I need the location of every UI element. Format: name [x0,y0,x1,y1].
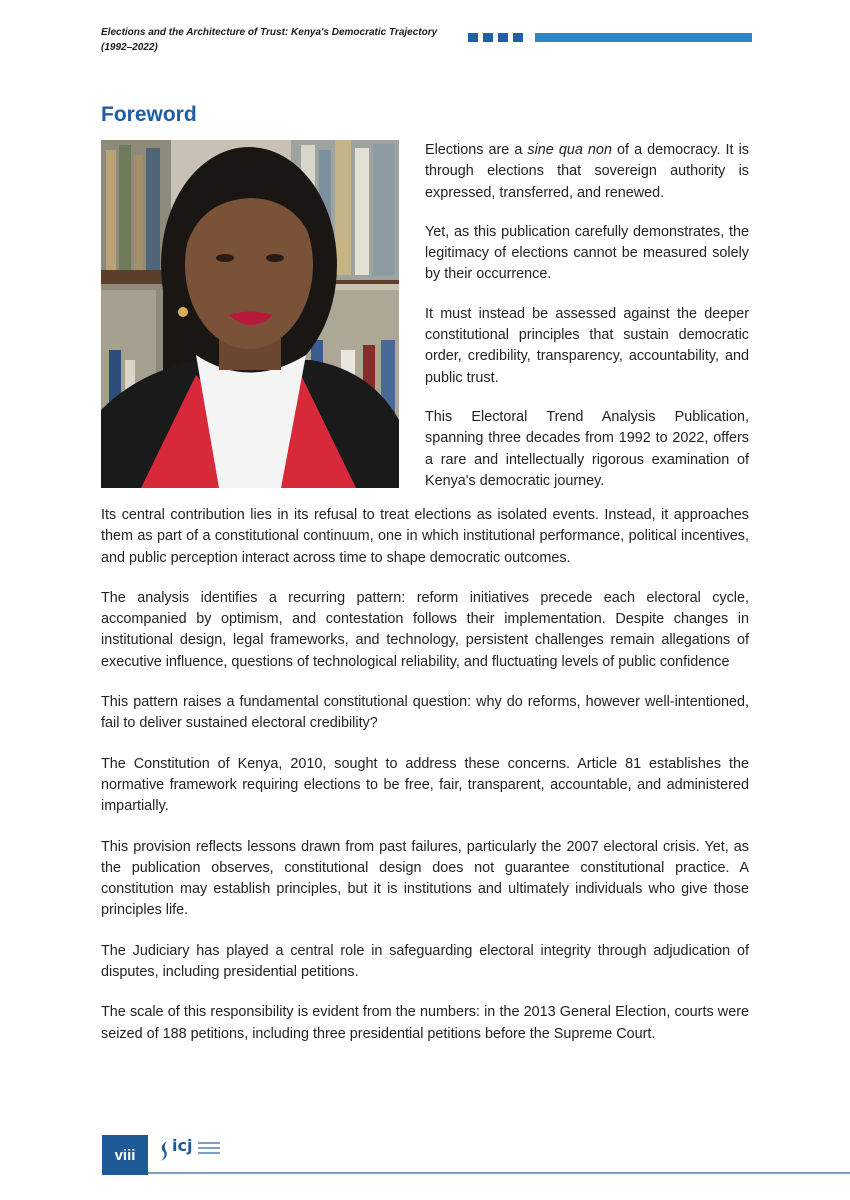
paragraph: Elections are a sine qua non of a democracy. It is through elections that sovereign authority is expressed, transferred, and renewed. [425,142,749,201]
paragraph: It must instead be assessed against the deeper constitutional principles that sustain democratic order, credibility, transparency, accountability, and public trust. [425,305,749,386]
header-bar [535,33,752,42]
footer-rule [148,1172,850,1174]
header-square [483,33,493,42]
paragraph: The Constitution of Kenya, 2010, sought to address these concerns. Article 81 establishes the normative framework requiring elections to be free, fair, transparent, accountable, and administered impartially. [101,755,749,815]
paragraph: This Electoral Trend Analysis Publication, spanning three decades from 1992 to 2022, offers a rare and intellectually rigorous examination of Kenya's democratic journey. [425,408,749,489]
portrait-side-text [425,140,749,510]
page-number: viii [102,1135,148,1175]
icj-logo-lines [198,1142,220,1157]
paragraph: Its central contribution lies in its refusal to treat elections as isolated events. Instead, it approaches them as part of a constitutional continuum, one in which institutional performance, political incentives, and public perception interact across time to shape democratic outcomes. [101,507,749,566]
paragraph: This pattern raises a fundamental constitutional question: why do reforms, however well-intentioned, fail to deliver sustained electoral credibility? [101,694,749,732]
paragraph: The analysis identifies a recurring pattern: reform initiatives precede each electoral cycle, accompanied by optimism, and contestation follows their implementation. Despite changes in institutional design, legal frameworks, and technology, persistent challenges remain allegations of executive influence, questions of technological reliability, and fluctuating levels of public confidence [101,589,749,670]
icj-swirl-icon [157,1140,171,1162]
header-square [468,33,478,42]
header-square [498,33,508,42]
author-portrait [101,140,399,488]
paragraph: The Judiciary has played a central role in safeguarding electoral integrity through adjudication of disputes, including presidential petitions. [101,942,749,981]
page-title: Foreword [101,103,197,126]
running-header-title: Elections and the Architecture of Trust: Kenya's Democratic Trajectory (1992–2022) [101,27,438,53]
header-square [513,33,523,42]
body-text [101,505,749,1064]
header-decoration [468,33,528,42]
paragraph: The scale of this responsibility is evident from the numbers: in the 2013 General Election, courts were seized of 188 petitions, including three presidential petitions before the Supreme Court. [101,1004,749,1042]
icj-logo-text: icj [172,1136,193,1155]
paragraph: This provision reflects lessons drawn from past failures, particularly the 2007 electoral crisis. Yet, as the publication observes, constitutional design does not guarantee constitutional practice. A constitution may establish principles, but it is institutions and ultimately individuals who give those principles life. [101,838,749,919]
paragraph: Yet, as this publication carefully demonstrates, the legitimacy of elections cannot be measured solely by their occurrence. [425,223,749,283]
